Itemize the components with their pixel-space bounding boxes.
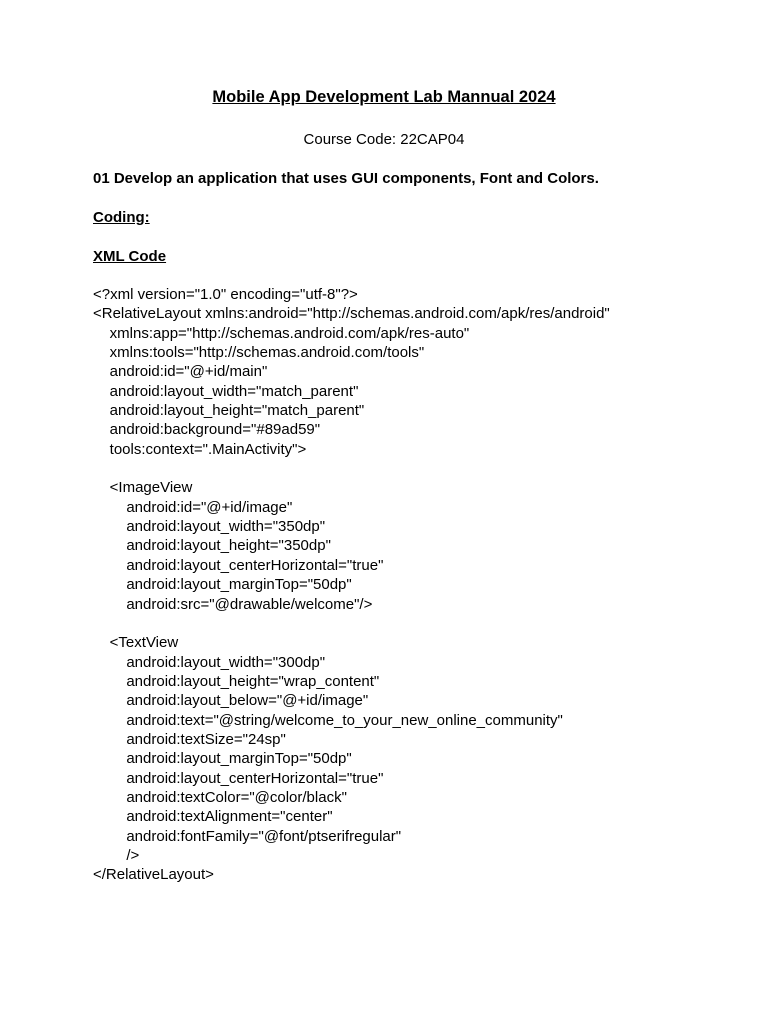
course-code: Course Code: 22CAP04 bbox=[303, 131, 465, 148]
code-line: /> bbox=[93, 846, 140, 864]
code-line: android:layout_centerHorizontal="true" bbox=[93, 769, 384, 787]
document-title: Mobile App Development Lab Mannual 2024 bbox=[212, 88, 556, 106]
code-line: android:id="@+id/main" bbox=[93, 363, 268, 381]
code-line bbox=[93, 459, 753, 478]
code-line: android:layout_width="350dp" bbox=[93, 518, 326, 536]
code-line: android:id="@+id/image" bbox=[93, 498, 293, 516]
xml-code-block bbox=[93, 285, 753, 885]
code-line: android:layout_width="300dp" bbox=[93, 653, 326, 671]
code-line: tools:context=".MainActivity"> bbox=[93, 440, 307, 458]
code-line: android:background="#89ad59" bbox=[93, 421, 321, 439]
code-line: xmlns:app="http://schemas.android.com/apk/res-auto" bbox=[93, 324, 470, 342]
code-line: <ImageView bbox=[93, 479, 193, 497]
code-line: android:layout_width="match_parent" bbox=[93, 382, 359, 400]
code-line: android:layout_centerHorizontal="true" bbox=[93, 556, 384, 574]
code-line: </RelativeLayout> bbox=[93, 866, 214, 884]
question-heading: 01 Develop an application that uses GUI components, Font and Colors. bbox=[93, 170, 599, 187]
code-line: android:layout_below="@+id/image" bbox=[93, 692, 369, 710]
coding-heading: Coding: bbox=[93, 209, 150, 226]
code-line: android:textColor="@color/black" bbox=[93, 788, 347, 806]
code-line: android:textAlignment="center" bbox=[93, 808, 333, 826]
code-line: <RelativeLayout xmlns:android="http://schemas.android.com/apk/res/android" bbox=[93, 305, 610, 323]
code-line: android:layout_height="match_parent" bbox=[93, 402, 365, 420]
code-line: android:layout_marginTop="50dp" bbox=[93, 576, 352, 594]
code-line: android:text="@string/welcome_to_your_new_online_community" bbox=[93, 711, 563, 729]
code-line: android:layout_height="350dp" bbox=[93, 537, 331, 555]
code-line bbox=[93, 614, 753, 633]
code-line: android:src="@drawable/welcome"/> bbox=[93, 595, 373, 613]
code-line: <?xml version="1.0" encoding="utf-8"?> bbox=[93, 286, 358, 303]
code-line: android:layout_marginTop="50dp" bbox=[93, 750, 352, 768]
code-line: <TextView bbox=[93, 634, 179, 652]
code-line: xmlns:tools="http://schemas.android.com/tools" bbox=[93, 344, 425, 362]
xml-code-heading: XML Code bbox=[93, 248, 167, 265]
code-line: android:textSize="24sp" bbox=[93, 730, 286, 748]
code-line: android:fontFamily="@font/ptserifregular" bbox=[93, 827, 402, 845]
code-line: android:layout_height="wrap_content" bbox=[93, 672, 380, 690]
